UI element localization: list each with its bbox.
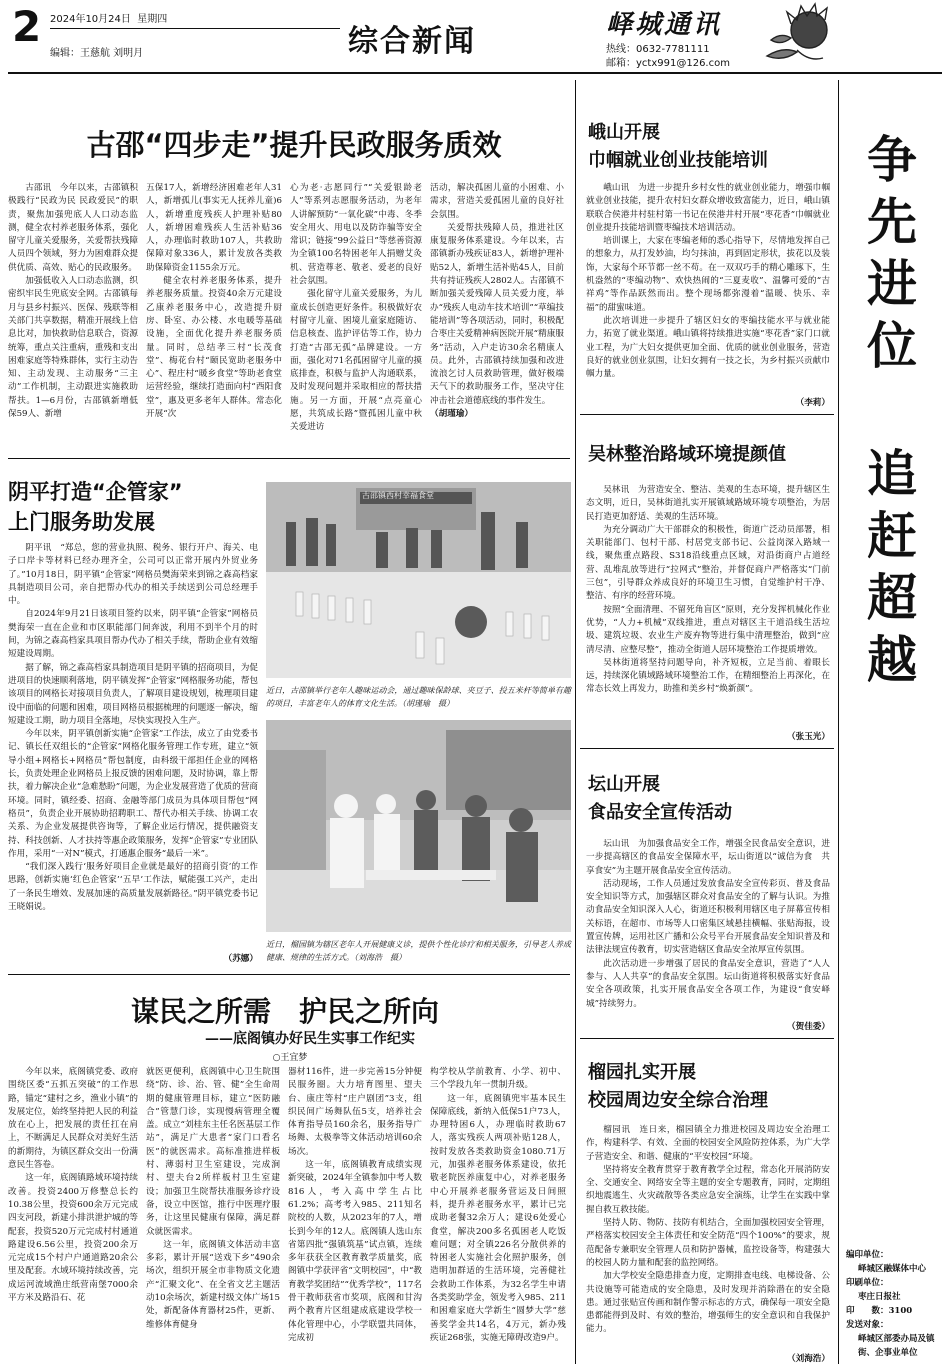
tanshan-body <box>586 838 830 1018</box>
masthead-flower-icon <box>757 2 837 66</box>
yinping-para: 自2024年9月21日该项目签约以来，阴平镇“企管家”网格员樊海荣一直在企业和市区职能部门间奔波，利用不到半个月的时间，为锦之森高档家具项目帮办代办了相关手续，帮助企业有效缩短建设周期。 <box>8 609 258 660</box>
photo-health-clinic-art <box>266 720 571 932</box>
lead-para: 关爱帮扶残障人员，推进社区康复服务体系建设。今年以来，古邵镇新办残疾证83人，新增护理补贴52人，新增生活补贴45人，目前共有持证残疾人2802人。古邵镇不断加强关爱残障人员关爱力度，举办“残疾人电动车技术培训”“草编技能培训”等各项活动，同时，积极配合枣庄关爱精神病医院开展“精康服务”活动，入户走访30余名精康人员。此外，古邵镇持续加强和改进流浪乞讨人员救助管理，做好极端天气下的救助服务工作，坚决守住冲击社会道德底线的事件发生。 <box>430 222 564 406</box>
yinping-body <box>8 542 258 962</box>
yinping-para: 今年以来，阴平镇创新实施“企管家”工作法，成立了由党委书记、镇长任双组长的“企管家”网格化服务管理工作专班，建立“领导小组+网格长+网格员”帮包制度，由科级干部担任企业的网格长，负责处理企业网格员上报反馈的困难问题，及时协调，靠上帮扶，着力解决企业“急难愁盼”问题，为企业发展营造了优质的营商环境。同时，镇经委、招商、金融等部门成员为具体项目帮包“网格员”，负责企业开展协助招聘职工、帮代办相关手续、协调工农关系、为企业发展提供咨询等，了解企业运行情况，提供融资支持、科技创新、人才扶持等惠企政策服务，发挥“企管家”专业团队作用，采用“一对N”模式，打通惠企服务“最后一米”。 <box>8 729 258 859</box>
liuyuan-para: 坚持将安全教育贯穿于教育教学全过程，常态化开展消防安全、交通安全、网络安全等主题的安全专题教育，同时，定期组织地震逃生、火灾疏散等各类应急安全演练，让学生在实践中掌握自救互救技能。 <box>586 1164 830 1215</box>
wulin-para: 为充分调动广大干部群众的积极性，街道广泛动员部署，相关职能部门、包村干部、村居党支部书记、公益岗深入路域一线，聚焦重点路段、S318沿线重点区域，对沿街商户占道经营、乱堆乱放等进行“拉网式”整治，并督促商户严格落实“门前三包”，引导群众养成良好的环境卫生习惯，自觉维护村干净、整洁、有序的经营环境。 <box>586 524 830 602</box>
feature-para: 构学校从学前教育、小学、初中、三个学段九年一贯制升级。 <box>430 1067 566 1091</box>
feature-para: 就医更便利，底阁镇中心卫生院围绕“防、诊、治、管、健”全生命周期的健康管理目标，建立“医防融合”管慧门诊，实现慢病管理全覆盖。成立“刘桂东主任名医基层工作站”，满足广大患者“家门口看名医”的就医需求。高标准推进样板村、薄弱村卫生室建设，完成涧村、望夫台2所样板村卫生室建设；加强卫生院帮扶准服务诊疗设备，设立中医馆，推行中医理疗服务，让这里民健康有保障，满足群众就医需求。 <box>146 1067 280 1237</box>
imprint-value-print-run: 3100 <box>888 1306 913 1316</box>
tanshan-para: 此次活动进一步增强了居民的食品安全意识，营造了“人人参与、人人共享”的食品安全氛围。坛山街道将积极落实好食品安全各项政策，扎实开展食品安全各项工作，为建设“食安峄城”持续努力。 <box>586 958 830 1009</box>
eshan-headline-1: 峨山开展 <box>588 122 660 143</box>
imprint-value-recipients: 峄城区部委办局及镇街、企事业单位 <box>858 1334 935 1358</box>
lead-para: 心为老·志愿同行”“关爱银龄老人”等系列志愿服务活动，为老年人讲解预防“一氧化碳”中毒、冬季安全用火、用电以及防诈骗等安全常识；链接“99公益日”等慈善资源为全镇100名特困老年人捐赠艾灸机、营造尊老、敬老、爱老的良好社会氛围。 <box>290 183 422 287</box>
tanshan-author: （贺佳委） <box>787 1022 830 1032</box>
masthead-title: 峄城通讯 <box>606 10 723 40</box>
lead-para: 加强低收入人口动态监测，织密织牢民生兜底安全网。古邵镇每月与县乡村振兴、医保、残联等相关部门共享数据，精准开展线上信息比对，加快救助信息联合，资源统筹，重点关注重病，重残和支出困难家庭等特殊群体，实行主动告知、主动发现、主动服务“三主动”工作机制，主动跟进实施救助帮扶。1—6月份，古邵镇新增低保59人、新增 <box>8 276 138 420</box>
wulin-para: 吴林讯 为营造安全、整洁、美观的生态环境，提升辖区生态文明，近日，吴林街道扎实开展镇域路域环境专项整治，为居民打造更加舒适、美观的生活环境。 <box>586 485 830 522</box>
liuyuan-author: （刘海浩） <box>787 1354 830 1364</box>
feature-author-line: ○王宜梦 <box>272 1053 308 1063</box>
imprint-label-printer: 印刷单位： <box>846 1278 889 1288</box>
eshan-para: 培训课上，大家在枣编老师的悉心指导下，尽情地发挥自己的想象力，从打发妙油，均匀抹油，再到固定形状，拔花以及装饰，大家每个环节都一丝不苟。在一双双巧手的精心雕琢下，生机盎然的“枣编动物”、欢快热闹的“三夏麦收”、温馨可爱的“吉祥鸡”等作品跃然而出。整个现场都弥漫着“温暖、快乐、幸福”的甜蜜味道。 <box>586 236 830 313</box>
eshan-body <box>586 182 830 408</box>
feature-col-4 <box>430 1066 566 1364</box>
feature-col-3 <box>288 1066 422 1364</box>
eshan-author: （李莉） <box>795 398 830 408</box>
photo-elderly-games-art <box>266 482 571 678</box>
center-column-divider <box>575 80 576 1364</box>
liuyuan-para: 加大学校安全隐患排查力度，定期排查电线、电梯设备、公共设施等可能造成的安全隐患，及时发现并消除潜在的安全隐患。通过张贴宣传画和制作警示标志的方式，确保每一项安全隐患都能得到及时、有效的整治，增强师生的安全意识和自我保护能力。 <box>586 1271 830 1335</box>
eshan-para: 峨山讯 为进一步提升乡村女性的就业创业能力，增强巾帼就业创业技能，提升农村妇女群众增收致富能力，近日，峨山镇联联合侯港井村驻村第一书记在侯港井村开展“枣花香”巾帼就业创业提升技能培训暨枣编技术培训活动。 <box>586 183 830 233</box>
eshan-headline-2: 巾帼就业创业技能培训 <box>588 150 768 171</box>
wulin-para: 按照“全面清理、不留死角盲区”原则，充分发挥机械化作业优势，“人力+机械”双线推进，重点对辖区主干道沿线生活垃圾、建筑垃圾、农业生产废弃物等进行集中清理整治，做到“应清尽清、应整尽整”，推动全街道人居环境整治工作提质增效。 <box>586 604 830 655</box>
header-rule <box>8 72 942 74</box>
hotline-number: 0632-7781111 <box>636 44 710 55</box>
right-column-divider <box>838 80 839 1364</box>
issue-date-line <box>50 10 167 25</box>
liuyuan-body <box>586 1124 830 1350</box>
imprint-label-publisher: 编印单位： <box>846 1250 889 1260</box>
tanshan-para: 活动现场，工作人员通过发放食品安全宣传彩页、普及食品安全知识等方式，加强辖区群众对食品安全的了解与认识。为推动食品安全知识深入人心，街道还积极利用辖区电子屏幕宣传相关标语，在超市、市场等人口密集区域悬挂横幅、张贴海报，设置宣传牌，运用社区广播和公众号平台开展食品安全知识普及和法律法规宣传教育，切实营造辖区食品安全浓厚宣传氛围。 <box>586 878 830 956</box>
photo-elderly-games-banner: 古邵镇西村幸福食堂 <box>362 491 434 500</box>
email-line <box>606 54 730 69</box>
imprint-label-recipients: 发送对象： <box>846 1320 889 1330</box>
photo-elderly-games-caption: 近日，古邵镇举行老年人趣味运动会，通过趣味保龄球、夹豆子、投五米杆等简单有趣的项目，丰富老年人的体育文化生活。（胡瑾瑜 摄） <box>266 686 571 708</box>
editor-line <box>50 44 143 59</box>
wulin-headline: 吴林整治路域环境提颜值 <box>588 444 786 465</box>
yinping-para: “我们深入践行‘服务好项目企业就是最好的招商引资’的工作思路，创新实施‘红色企管家’‘五早’工作法，赋能强工兴产，走出了一条民生增效、发展加速的高质量发展新路径。”阴平镇党委书记王晓娟说。 <box>8 862 258 913</box>
slogan-vertical <box>842 120 942 689</box>
photo-health-clinic-caption: 近日，榴园镇为辖区老年人开展健康义诊，提供个性化诊疗和相关服务，引导老人养成健康、规律的生活方式。（刘海浩 摄） <box>266 940 571 962</box>
lead-author: （胡瑾瑜） <box>430 409 473 420</box>
feature-col-1 <box>8 1066 138 1364</box>
yinping-para: 阴平讯 “郑总，您的营业执照、税务、银行开户、海关、电子口岸卡等材料已经办理齐全，公司可以正常开展内外贸业务了。”10月18日，阴平镇“企管家”网格员樊海荣来到锦之森高档家具制造项目公司，亲自把帮办代办的相关手续送到公司总经理手中。 <box>8 543 258 607</box>
lead-para: 活动，解决孤困儿童的小困难、小需求，营造关爱孤困儿童的良好社会氛围。 <box>430 183 564 220</box>
lead-para: 健全农村养老服务体系，提升养老服务质量。投资40余万元建设乙康养老服务中心，改造提升厨房、卧室、办公楼、水电暖等基础设施，全面优化提升养老服务质量。同时，总结孝三村“长茂食堂”、梅花台村“颐民宽助老服务中心”、程庄村“暖乡食堂”等助老食堂运营经验，继续打造面向村“西阳食堂”，惠及更多老年人群体。常态化开展“次 <box>146 276 282 420</box>
lead-para: 古邵讯 今年以来，古邵镇积极践行“民政为民 民政爱民”的职责，聚焦加强兜底人人口动态监测，健全农村养老服务体系，强化留守儿童关爱服务，关爱帮扶残障人员四个领域，努力为困难群众提供优质、高效、贴心的民政服务。 <box>8 183 138 273</box>
imprint-value-printer: 枣庄日报社 <box>858 1292 901 1302</box>
page-number: 2 <box>12 2 42 51</box>
imprint-label-print-run: 印 数： <box>846 1306 889 1316</box>
imprint-box <box>846 1248 944 1360</box>
feature-para: 这一年，底阁镇路域环境持续改善。投资2400万修整总长约10.38公里，投资600余万元完成四支河段，新建小排洪泄护城的等配套，投资520万元完成村村通道路建设6.56公里，投资200余万元完成15个村户户通道路20余公里及配套。水域环境持续改善，完成运河流域渔庄纸营南堡7000余平方米及路沿石、花 <box>8 1173 138 1304</box>
imprint-print-run <box>846 1304 944 1318</box>
eshan-bottom-rule <box>580 414 834 415</box>
issue-date: 2024年10月24日 <box>50 14 131 25</box>
issue-weekday: 星期四 <box>137 14 168 25</box>
liuyuan-para: 坚持人防、物防、技防有机结合，全面加强校园安全管理，严格落实校园安全主体责任和安全防范“四个100%”的要求，规范配备专兼职安全管理人员和防护器械，监控设备等，构建强大的校园人防力量和配套的监控网络。 <box>586 1218 830 1268</box>
tanshan-headline-1: 坛山开展 <box>588 774 660 795</box>
lead-headline: 古邵“四步走”提升民政服务质效 <box>86 128 502 162</box>
editor-label: 编辑： <box>50 48 80 59</box>
lead-col-1 <box>8 182 138 454</box>
yinping-author: （苏娜） <box>223 954 258 964</box>
tanshan-bottom-rule <box>580 1038 834 1039</box>
email-label: 邮箱： <box>606 58 636 69</box>
lead-col-3 <box>290 182 422 454</box>
feature-para: 器材116件，进一步完善15分钟便民服务圈。大力培育图里、望夫台、康庄等村“庄户剧团”3支，组织民间广场舞队伍5支，培养社会体育指导员160余名，服务指导广场舞、太极拳等文体活动培训60余场次。 <box>288 1067 422 1157</box>
eshan-para: 此次培训进一步提升了辖区妇女的枣编技能水平与就业能力，拓宽了就业渠道。峨山镇将持续推进实施“枣花香”家门口就业工程，为广大妇女提供更加全面、优质的就业创业服务，营造良好的就业创业氛围，让妇女拥有一技之长，为乡村振兴贡献巾帼力量。 <box>586 315 830 380</box>
liuyuan-headline-1: 榴园扎实开展 <box>588 1062 696 1083</box>
feature-para: 这一年，底阁镇文体活动丰富多彩，累计开展“送戏下乡”490余场次，组织开展全市非物质文化遗产“汇聚文化”、在全省文艺主题活动10余场次，新建村级文体广场15处，新配备体育器材25件，更新、维修体育健身 <box>146 1239 280 1330</box>
lead-para: 五保17人，新增经济困难老年人31人，新增孤儿(事实无人抚养儿童)6人，新增重度残疾人护理补贴80人，新增困难残疾人生活补贴36人，办理临时救助107人，共救助保障对象336人，累计发放各类救助保障资金1155余万元。 <box>146 183 282 273</box>
slogan-char: 先 <box>867 193 917 251</box>
photo-health-clinic <box>266 720 571 932</box>
header-date-rule <box>50 28 340 29</box>
liuyuan-para: 榴园讯 连日来，榴园镇全力推进校园及周边安全治理工作，构建科学、有效、全面的校园安全风险防控体系，为广大学子营造安全、和谐、健康的“平安校园”环境。 <box>586 1125 830 1162</box>
liuyuan-headline-2: 校园周边安全综合治理 <box>588 1090 768 1111</box>
tanshan-para: 坛山讯 为加强食品安全工作，增强全民食品安全意识，进一步提高辖区的食品安全保障水平，坛山街道以“诚信为食 共享食安”为主题开展食品安全宣传活动。 <box>586 839 830 876</box>
wulin-para: 吴林街道将坚持问题导向，补齐短板，立足当前、着眼长远，持续深化镇域路域环境整治工作，在精细整治上再深化，在常态长效上再发力，助推和美乡村“焕新颜”。 <box>586 657 830 695</box>
slogan-char: 争 <box>867 131 917 189</box>
slogan-char: 赶 <box>867 507 917 565</box>
wulin-bottom-rule <box>580 748 834 749</box>
lead-para: 强化留守儿童关爱服务，为儿童成长创造更好条件。积极做好农村留守儿童、困境儿童家庭随访、信息核查、监护评估等工作，协力打造“古邵无孤”品牌建设。一方面，强化对71名孤困留守儿童的摸底排查，积极与监护人沟通联系，及时发现问题并采取相应的帮扶措施。另一方面，开展“点亮童心愿，共筑成长路”暨孤困儿童中秋关爱进访 <box>290 289 422 433</box>
photo-elderly-games <box>266 482 571 678</box>
slogan-char: 进 <box>867 255 917 313</box>
yinping-para: 据了解，锦之森高档家具制造项目是阴平镇的招商项目，为促进项目的快速顺利落地，阴平镇发挥“企管家”网格服务功能，帮包该项目的网格长对接项目负责人，了解项目建设规划，梳理项目建设中面临的问题和困难，项目网格员根据梳理的问题逐一解决，缩短建设工期，助力项目全落地，尽快实现投入生产。 <box>8 662 258 726</box>
lead-bottom-rule <box>8 458 570 459</box>
feature-para: 今年以来，底阁镇党委、政府围绕区委“五抓五突破”的工作思路，锚定“建村之乡，渔业小镇”的发展定位，始终坚持把人民的利益放在心上，把发展的责任扛在肩上，不断满足人民群众对美好生活的新期待，为镇区群众交出一份满意民生答卷。 <box>8 1067 138 1171</box>
feature-subtitle: ——底阁镇办好民生实事工作纪实 <box>205 1031 415 1047</box>
feature-col-2 <box>146 1066 280 1364</box>
lead-col-2 <box>146 182 282 454</box>
slogan-char: 越 <box>867 631 917 689</box>
slogan-char: 位 <box>867 317 917 375</box>
yinping-headline-1: 阴平打造“企管家” <box>8 480 183 504</box>
section-title: 综合新闻 <box>348 24 476 59</box>
wulin-author: （张玉光） <box>787 732 830 742</box>
lead-col-4 <box>430 182 564 454</box>
editor-names: 王慈航 刘明月 <box>80 48 144 59</box>
tanshan-headline-2: 食品安全宣传活动 <box>588 802 732 823</box>
yinping-headline-2: 上门服务助发展 <box>8 510 155 534</box>
slogan-char: 追 <box>867 445 917 503</box>
slogan-char: 超 <box>867 569 917 627</box>
hotline-line <box>606 40 710 55</box>
feature-para: 这一年，底阁镇兜牢基本民生保障底线，新纳入低保51户73人，办理特困6人，办理临时救助67人，落实残疾人两项补贴128人，按时发放各类救助资金1080.71万元，加强养老服务体系建设，依托敬老院医养康复中心，对养老服务中心开展养老服务营运及日间照料，提升养老服务水平，累计已完成助老餐32余万人；建设6处爱心食堂，解决200多名孤困老人吃饭难问题；对全镇226名分散供养的特困老人实施社会化照护服务，创造明加群适的生活环境，完善健社会救助工作体系，为32名学生申请各类奖助学金，领发考入985、211和困难家庭大学新生“圆梦大学”慈善奖学金共14名，4万元，新办残疾证268张，实施无障碍改造9户。 <box>430 1093 566 1343</box>
imprint-value-publisher: 峄城区融媒体中心 <box>858 1264 927 1274</box>
feature-top-rule <box>8 974 570 975</box>
hotline-label: 热线： <box>606 44 636 55</box>
email-address: yctx991@126.com <box>636 58 730 69</box>
feature-para: 这一年，底阁镇教育成绩实现新突破，2024年全镇参加中考人数816人，考入高中学生占比61.2%；高考考入985、211知名院校的人数，从2023年的7人，增长到今年的12人。底阁镇人选山东省第四批“强镇筑基”试点镇，连续多年获获全区教育教学质量奖，底阁镇中学获评省“文明校园”，中“教育教学奖团结”“优秀学校”，117名骨干教师获省市奖项，底阁和甘沟两个教育片区组建成底建设学校一体化管理中心，小学联盟共同体，完成初 <box>288 1160 422 1343</box>
feature-headline: 谋民之所需 护民之所向 <box>130 995 439 1028</box>
wulin-body <box>586 484 830 728</box>
